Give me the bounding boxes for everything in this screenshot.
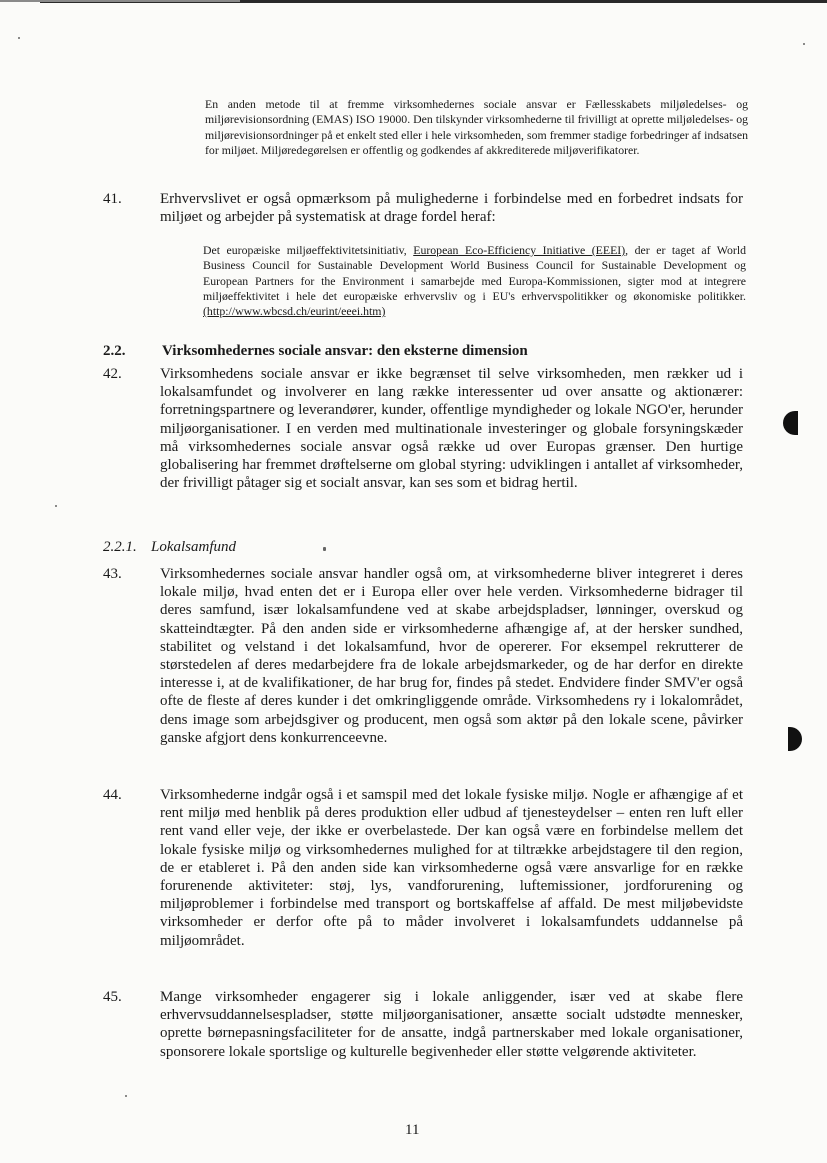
- scan-speck: [55, 505, 57, 507]
- paragraph-44: Virksomhederne indgår også i et samspil med det lokale fysiske miljø. Nogle er afhængige af et rent miljø med henblik på deres produktion eller udbud af tjenesteydelser – enten ren luft eller rent vand eller veje, der ikke er overbelastede. Der kan også være en forbindelse mellem det lokale fysiske miljø og virksomhedernes mulighed for at tiltrække arbejdstagere til den region, de er etableret i. På den anden side kan virksomhederne også være ansvarlige for en række forurenende aktiviteter: støj, lys, vandforurening, luftemissioner, jordforurening og miljøproblemer i forbindelse med transport og bortskaffelse af affald. De mest miljøbevidste virksomheder er derfor ofte på to måder involveret i lokalsamfundets uddannelse på miljøområdet.: [160, 787, 743, 949]
- box-emas-note: En anden metode til at fremme virksomhedernes sociale ansvar er Fællesskabets miljøledelses- og miljørevisionsordning (EMAS) ISO 19000. Den tilskynder virksomhederne til frivilligt at oprette miljøledelses- og miljørevisionsordninger på et enkelt sted eller i hele virksomheden, som fremmer stadige forbedringer af indsatsen for miljøet. Miljøredegørelsen er offentlig og godkendes af akkrediterede miljøverifikatorer.: [205, 97, 748, 157]
- binder-hole-mark-lower: [788, 727, 802, 751]
- subsection-title: Lokalsamfund: [151, 539, 237, 555]
- binder-hole-mark-upper: [783, 411, 798, 435]
- wbcsd-url-link[interactable]: (http://www.wbcsd.ch/eurint/eeei.htm): [203, 304, 386, 319]
- box-eeei-text-a: Det europæiske miljøeffektivitetsinitiativ,: [203, 243, 414, 257]
- section-title: Virksomhedernes sociale ansvar: den eksterne dimension: [162, 343, 528, 359]
- paragraph-43: Virksomhedernes sociale ansvar handler også om, at virksomhederne bliver integreret i deres lokale miljø, hvad enten det er i Europa eller over hele verden. Virksomhederne bidrager til deres samfund, især lokalsamfundene ved at skabe arbejdspladser, lønninger, overskud og skatteindtægter. På den anden side er virksomhederne afhængige af, at der hersker sundhed, stabilitet og velstand i det lokalsamfund, hvor de opererer. For eksempel rekrutterer de størstedelen af deres medarbejdere fra de lokale arbejdsmarkeder, og de har derfor en direkte interesse i, at de kvalifikationer, de har brug for, findes på stedet. Endvidere finder SMV'er også ofte de fleste af deres kunder i det omkringliggende område. Virksomhedens ry i lokalområdet, dens image som arbejdsgiver og producent, men også som aktør på den lokale scene, påvirker ganske afgjort dens konkurrenceevne.: [160, 566, 743, 746]
- box-eeei-text-b: , der er taget af World Business Council for Sustainable Development World Business Council for Sustainable Development og European Partners for the Environment i samarbejde med Europa-Kommissionen, sigter mod at integrere miljøeffektivitet i hele det europæiske erhvervsliv og i EU's erhvervspolitikker og økonomiske politikker.: [203, 243, 746, 303]
- scan-top-edge-faint: [0, 0, 240, 2]
- paragraph-number-43: 43.: [103, 566, 122, 582]
- paragraph-number-41: 41.: [103, 191, 122, 207]
- eeei-link[interactable]: European Eco-Efficiency Initiative (EEEI): [413, 243, 626, 257]
- paragraph-number-44: 44.: [103, 787, 122, 803]
- paragraph-42: Virksomhedens sociale ansvar er ikke begrænset til selve virksomheden, men rækker ud i lokalsamfundet og involverer en lang række interessenter ud over ansatte og aktionærer: forretningspartnere og leverandører, kunder, offentlige myndigheder og lokale NGO'er, herunder miljøorganisationer. I en verden med multinationale investeringer og globale forsyningskæder må virksomhedernes sociale ansvar også række ud over Europas grænser. Den hurtige globalisering har fremmet drøftelserne om global styring: udviklingen i antallet af virksomheder, der frivilligt påtager sig et socialt ansvar, kan ses som et bidrag hertil.: [160, 366, 743, 492]
- paragraph-number-45: 45.: [103, 989, 122, 1005]
- paragraph-number-42: 42.: [103, 366, 122, 382]
- paragraph-45: Mange virksomheder engagerer sig i lokale anliggender, især ved at skabe flere erhvervsuddannelsespladser, støtte miljøorganisationer, ansætte socialt udstødte mennesker, oprette børnepasningsfaciliteter for de ansatte, indgå partnerskaber med lokale organisationer, sponsorere lokale sportslige og kulturelle begivenheder eller støtte velgørende aktiviteter.: [160, 989, 743, 1060]
- scan-speck: [18, 37, 20, 39]
- section-number: 2.2.: [103, 343, 126, 359]
- subsection-number: 2.2.1.: [103, 539, 137, 555]
- scan-speck: [803, 43, 805, 45]
- scan-speck: [323, 547, 326, 551]
- scan-speck: [125, 1095, 127, 1097]
- paragraph-41: Erhvervslivet er også opmærksom på mulighederne i forbindelse med en forbedret indsats for miljøet og arbejder på systematisk at drage fordel heraf:: [160, 191, 743, 226]
- page-number: 11: [405, 1122, 420, 1138]
- box-eeei-note: [203, 243, 746, 319]
